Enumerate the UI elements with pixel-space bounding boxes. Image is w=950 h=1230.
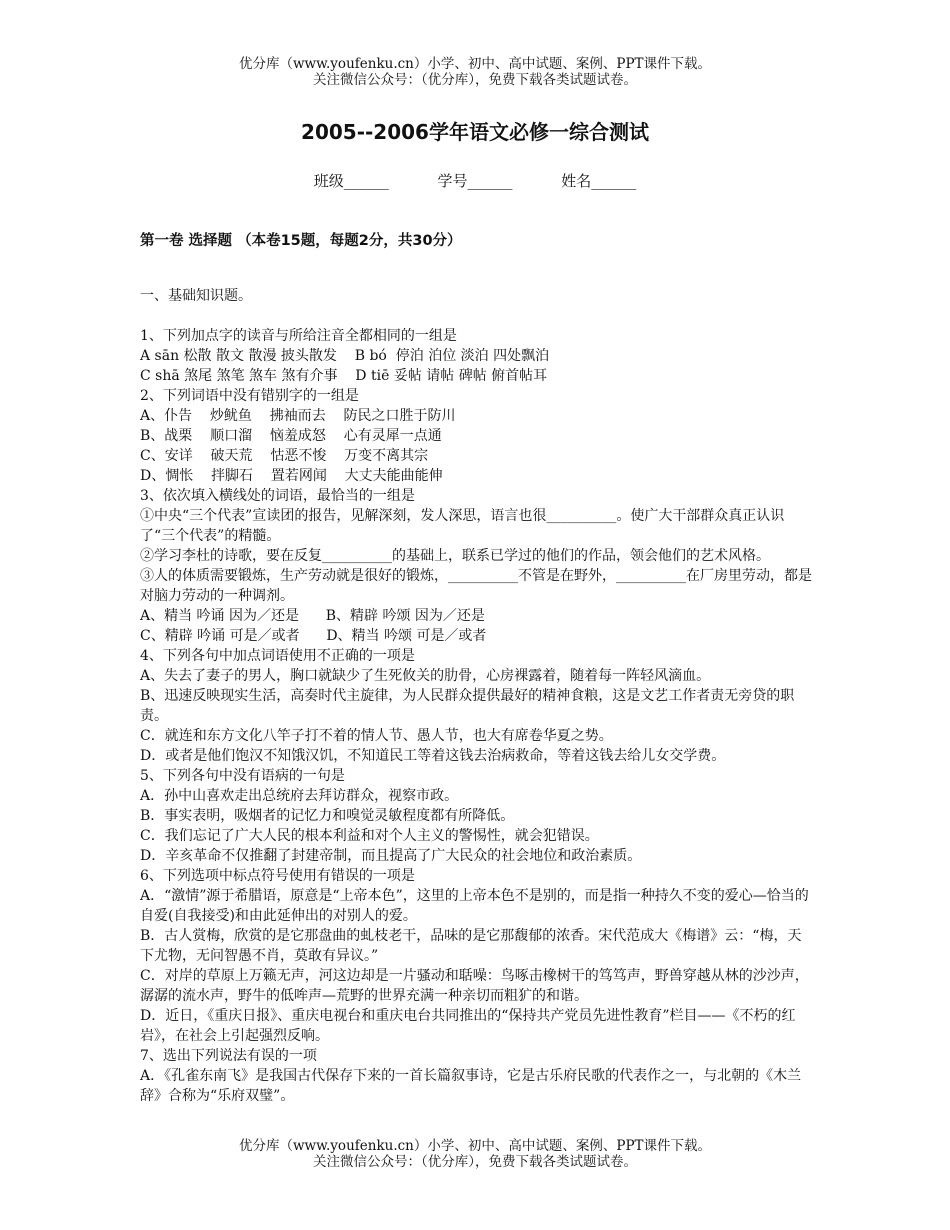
text-line: 3、依次填入横线处的词语，最恰当的一组是 xyxy=(140,488,415,504)
blank-line xyxy=(140,306,812,326)
text-line: C．对岸的草原上万籁无声，河这边却是一片骚动和聒噪：鸟啄击橡树干的笃笃声，野兽穿越从林的沙沙声，潺潺的流水声，野牛的低哞声—荒野的世界充满一种亲切而粗犷的和谐。 xyxy=(140,968,809,1004)
text-line: D．辛亥革命不仅推翻了封建帝制，而且提高了广大民众的社会地位和政治素质。 xyxy=(140,848,642,864)
header-line-1: 优分库（www.youfenku.cn）小学、初中、高中试题、案例、PPT课件下载。 xyxy=(238,56,712,72)
footer-line-2: 关注微信公众号：（优分库），免费下载各类试题试卷。 xyxy=(313,1154,637,1170)
text-line: D．近日，《重庆日报》、重庆电视台和重庆电台共同推出的“保持共产党员先进性教育”栏目——《不朽的红岩》，在社会上引起强烈反响。 xyxy=(140,1008,796,1044)
text-line: 1、下列加点字的读音与所给注音全都相同的一组是 xyxy=(140,328,457,344)
class-field: 班级______ xyxy=(313,172,389,190)
text-line: 6、下列选项中标点符号使用有错误的一项是 xyxy=(140,868,415,884)
text-line: 4、下列各句中加点词语使用不正确的一项是 xyxy=(140,648,415,664)
text-line: A、失去了妻子的男人，胸口就缺少了生死攸关的肋骨，心房裸露着，随着每一阵轻风滴血。 xyxy=(140,668,711,684)
text-line: C、安详 破天荒 怙恶不悛 万变不离其宗 xyxy=(140,448,429,464)
header-line-2: 关注微信公众号：（优分库），免费下载各类试题试卷。 xyxy=(313,72,637,88)
text-line: A．孙中山喜欢走出总统府去拜访群众，视察市政。 xyxy=(140,788,459,804)
student-number-field: 学号______ xyxy=(437,172,513,190)
text-line: C．就连和东方文化八竿子打不着的情人节、愚人节，也大有席卷华夏之势。 xyxy=(140,728,613,744)
text-line: ②学习李杜的诗歌，要在反复__________的基础上，联系已学过的他们的作品，领会他们的艺术风格。 xyxy=(140,548,770,564)
text-line: C．我们忘记了广大人民的根本利益和对个人主义的警惕性，就会犯错误。 xyxy=(140,828,599,844)
page-title: 2005--2006学年语文必修一综合测试 xyxy=(301,120,649,144)
text-line: A sān 松散 散文 散漫 披头散发 B bó 停泊 泊位 淡泊 四处飘泊 xyxy=(140,348,550,364)
footer-line-1: 优分库（www.youfenku.cn）小学、初中、高中试题、案例、PPT课件下载。 xyxy=(238,1138,712,1154)
text-line: ③人的体质需要锻炼，生产劳动就是很好的锻炼，__________不管是在野外，__________在厂房里劳动，都是对脑力劳动的一种调剂。 xyxy=(140,568,812,604)
text-line: A、精当 吟诵 因为／还是 B、精辟 吟颂 因为／还是 xyxy=(140,608,485,624)
text-line: 5、下列各句中没有语病的一句是 xyxy=(140,768,345,784)
student-name-field: 姓名______ xyxy=(561,172,637,190)
page-header xyxy=(0,56,950,88)
text-line: D、惆怅 拌脚石 置若网闻 大丈夫能曲能伸 xyxy=(140,468,443,484)
text-line: B、战栗 顺口溜 恼羞成怒 心有灵犀一点通 xyxy=(140,428,442,444)
page-footer xyxy=(0,1138,950,1170)
text-line: ①中央“三个代表”宣读团的报告，见解深刻，发人深思，语言也很__________。使广大干部群众真正认识了“三个代表”的精髓。 xyxy=(140,508,785,544)
text-line: B．事实表明，吸烟者的记忆力和嗅觉灵敏程度都有所降低。 xyxy=(140,808,515,824)
text-line: 7、选出下列说法有误的一项 xyxy=(140,1048,317,1064)
section-heading: 第一卷 选择题 （本卷15题，每题2分，共30分） xyxy=(140,233,462,249)
text-line: 一、基础知识题。 xyxy=(140,288,252,304)
student-info-fields xyxy=(0,170,950,191)
text-line: A、仆告 炒鱿鱼 拂袖而去 防民之口胜于防川 xyxy=(140,408,456,424)
text-line: B．古人赏梅，欣赏的是它那盘曲的虬枝老干，品味的是它那馥郁的浓香。宋代范成大《梅谱》云：“梅，天下尤物，无问智愚不肖，莫敢有异议。” xyxy=(140,928,802,964)
text-line: 2、下列词语中没有错别字的一组是 xyxy=(140,388,359,404)
text-line: B、迅速反映现实生活，高奏时代主旋律，为人民群众提供最好的精神食粮，这是文艺工作者责无旁贷的职责。 xyxy=(140,688,795,724)
question-body xyxy=(140,286,812,1106)
text-line: A．“激情”源于希腊语，原意是“上帝本色”，这里的上帝本色不是别的，而是指一种持久不变的爱心—恰当的自爱(自我接受)和由此延伸出的对别人的爱。 xyxy=(140,888,809,924)
text-line: C、精辟 吟诵 可是／或者 D、精当 吟颂 可是／或者 xyxy=(140,628,487,644)
text-line: C shā 煞尾 煞笔 煞车 煞有介事 D tiē 妥帖 请帖 碑帖 俯首帖耳 xyxy=(140,368,548,384)
text-line: D．或者是他们饱汉不知饿汉饥，不知道民工等着这钱去治病救命，等着这钱去给儿女交学费。 xyxy=(140,748,726,764)
text-line: A．《孔雀东南飞》是我国古代保存下来的一首长篇叙事诗，它是古乐府民歌的代表作之一，与北朝的《木兰辞》合称为“乐府双璧”。 xyxy=(140,1068,802,1104)
